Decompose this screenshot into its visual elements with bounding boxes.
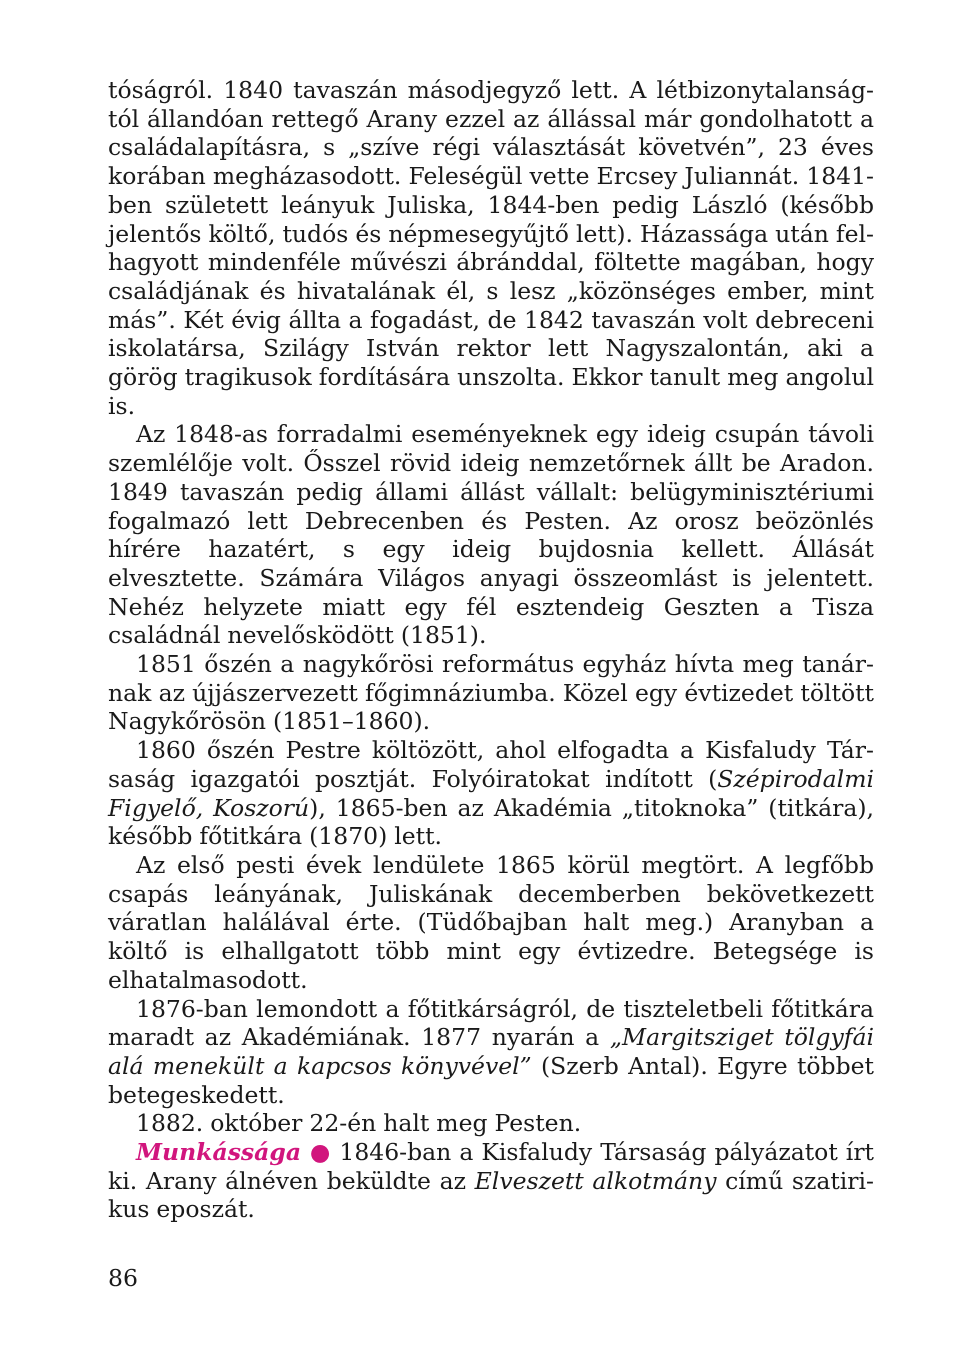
text-run: 1882. október 22-én halt meg Pesten.	[136, 1109, 582, 1138]
paragraph-8	[108, 1138, 874, 1224]
text-run: 1846-ban a Kisfaludy Társaság pályázatot írt ki. Arany álnéven beküldte az	[108, 1138, 874, 1195]
text-run: (Szerb Antal). Egyre többet betegeskedett.	[108, 1051, 874, 1109]
paragraph-4	[108, 736, 874, 851]
text-run: Az 1848-as forradalmi eseményeknek egy ideig csupán távoli szemlélője volt. Ősszel rövid ideig nemzetőrnek állt be Aradon. 1849 tavaszán pedig állami állást vállalt: belügyminisztériumi fogalmazó lett Debrecenben és Pesten. Az orosz beözönlés hírére hazatért, s egy ideig bujdosnia kellett. Állását elvesztette. Számára Világos anyagi összeomlást is jelentett. Nehéz helyzete miatt egy fél esztendeig Geszten a Tisza családnál nevelősködött (1851).	[108, 420, 874, 650]
italic-quote-run: „Margitsziget tölgyfái alá menekült a kapcsos könyvével”	[108, 1023, 874, 1080]
paragraph-2	[108, 420, 874, 650]
paragraph-3	[108, 650, 874, 736]
paragraph-5	[108, 851, 874, 995]
text-run: 1851 őszén a nagykőrösi református egyház hívta meg tanárnak az újjászervezett főgimnáziumba. Közel egy évtizedet töltött Nagykőrösön (1851–1860).	[108, 650, 874, 736]
text-run: című szatirikus eposzát.	[108, 1166, 874, 1224]
section-heading-munkassaga: Munkássága ●	[136, 1138, 332, 1167]
paragraph-6	[108, 995, 874, 1110]
page-number: 86	[108, 1264, 138, 1292]
paragraph-7	[108, 1109, 874, 1138]
italic-title-run: Elveszett alkotmány	[474, 1166, 717, 1195]
text-run: Az első pesti évek lendülete 1865 körül megtört. A legfőbb csapás leányának, Juliskának decemberben bekövetkezett váratlan halálával érte. (Tüdőbajban halt meg.) Aranyban a költő is elhallgatott több mint egy évtizedre. Betegsége is elhatalmasodott.	[108, 850, 874, 994]
italic-title-run: Szépirodalmi Figyelő, Koszorú	[108, 764, 874, 822]
paragraph-1	[108, 76, 874, 420]
text-run: tóságról. 1840 tavaszán másodjegyző lett. A létbizonytalanságtól állandóan rettegő Arany ezzel az állással már gondolhatott a családalapításra, s „szíve régi választását követvén”, 23 éves korában megházasodott. Feleségül vette Ercsey Juliannát. 1841-ben született leányuk Juliska, 1844-ben pedig László (később jelentős költő, tudós és népmesegyűjtő lett). Házassága után felhagyott mindenféle művészi ábránddal, föltette magában, hogy családjának és hivatalának él, s lesz „közönséges ember, mint más”. Két évig állta a fogadást, de 1842 tavaszán volt debreceni iskolatársa, Szilágy István rektor lett Nagyszalontán, aki a görög tragikusok fordítására unszolta. Ekkor tanult meg angolul is.	[108, 76, 874, 420]
page-body	[108, 76, 874, 1224]
text-run: 1876-ban lemondott a főtitkárságról, de tiszteletbeli főtitkára maradt az Akadémiának. 1877 nyarán a	[108, 994, 874, 1052]
text-run: 1860 őszén Pestre költözött, ahol elfogadta a Kisfaludy Társaság igazgatói posztját. Folyóiratokat indított (	[108, 736, 874, 793]
text-run: ), 1865-ben az Akadémia „titoknoka” (titkára), később főtitkára (1870) lett.	[108, 793, 874, 851]
